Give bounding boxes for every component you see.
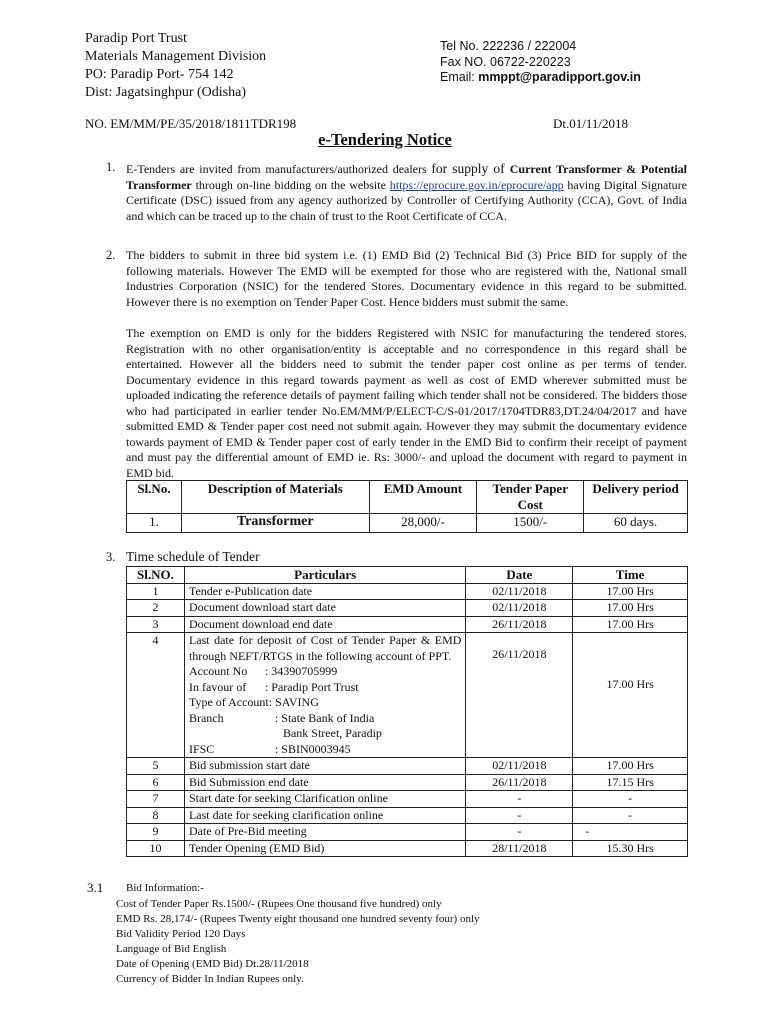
table-row <box>127 616 688 633</box>
bid-info-validity: Bid Validity Period 120 Days <box>116 928 246 940</box>
item-1-material: Current Transformer & Potential Transformer <box>126 162 688 192</box>
cell-particulars: Start date for seeking Clarification online <box>184 791 465 808</box>
fax-number: Fax NO. 06722-220223 <box>440 54 571 69</box>
item-2-number: 2. <box>106 248 116 262</box>
header-slno: Sl.No. <box>127 481 182 514</box>
cell-emd-amount: 28,000/- <box>369 514 477 533</box>
ifsc-code: : SBIN0003945 <box>274 741 351 756</box>
header-time: Time <box>573 567 688 584</box>
cell-date: 02/11/2018 <box>466 758 573 775</box>
cell-time: 17.15 Hrs <box>573 774 688 791</box>
table-row <box>127 758 688 775</box>
materials-table <box>126 480 688 533</box>
header-tender-paper-cost: Tender Paper Cost <box>477 481 584 514</box>
account-type-line <box>189 695 461 711</box>
item-1-text <box>126 161 687 224</box>
org-po: PO: Paradip Port- 754 142 <box>85 67 234 82</box>
header-delivery-period: Delivery period <box>584 481 688 514</box>
branch-address: Bank Street, Paradip <box>282 726 382 740</box>
account-number: : 34390705999 <box>264 664 338 678</box>
account-number-line <box>189 664 461 680</box>
bid-info-tender-cost: Cost of Tender Paper Rs.1500/- (Rupees One thousand five hundred) only <box>116 898 442 910</box>
cell-time: 17.00 Hrs <box>573 600 688 617</box>
cell-slno: 9 <box>127 824 185 841</box>
account-number-label: Account No <box>188 664 248 678</box>
email-label: Email: <box>440 70 479 84</box>
cell-description: Transformer <box>181 514 369 533</box>
table-row <box>127 791 688 808</box>
bid-info-language: Language of Bid English <box>116 943 227 955</box>
item-1-part4: having Digital Signature Certificate (DSC) issued from any agency authorized by Controller of Certifying Authority (CCA), Govt. of India and which can be traced up to the chain of trust to the Root Certificate of CCA. <box>126 177 688 223</box>
table-row <box>127 807 688 824</box>
table-row <box>127 824 688 841</box>
email-line <box>440 70 641 86</box>
item-3-number: 3. <box>106 550 116 564</box>
table-row <box>127 514 688 533</box>
cell-date: 02/11/2018 <box>466 583 573 600</box>
cell-time: - <box>573 807 688 824</box>
section-3-1-heading: Bid Information:- <box>126 882 204 894</box>
table-row <box>127 840 688 857</box>
email-address[interactable]: mmppt@paradipport.gov.in <box>478 70 641 84</box>
header-particulars: Particulars <box>184 567 465 584</box>
branch-line <box>189 711 461 727</box>
org-district: Dist: Jagatsinghpur (Odisha) <box>85 85 246 100</box>
item-2-para1: The bidders to submit in three bid system i.e. (1) EMD Bid (2) Technical Bid (3) Price BID for supply of the following materials. However The EMD will be exempted for those who are registered with the, National small Industries Corporation (NSIC) for the tendered Stores. Documentary evidence in this regard to be submitted. However there is no exemption on Tender Paper Cost. Hence bidders must submit the same. <box>126 248 687 309</box>
item-1-number: 1. <box>106 160 116 174</box>
reference-date: Dt.01/11/2018 <box>553 116 628 131</box>
item-1-part1: E-Tenders are invited from manufacturers/authorized dealers <box>126 162 432 176</box>
cell-date: - <box>466 807 573 824</box>
org-name: Paradip Port Trust <box>85 31 187 46</box>
eprocure-link[interactable]: https://eprocure.gov.in/eprocure/app <box>389 177 564 192</box>
cell-delivery-period: 60 days. <box>584 514 688 533</box>
org-division: Materials Management Division <box>85 49 267 64</box>
bid-info-currency: Currency of Bidder In Indian Rupees only. <box>116 973 304 985</box>
cell-slno: 5 <box>127 758 185 775</box>
header-date: Date <box>466 567 573 584</box>
tel-number: Tel No. 222236 / 222004 <box>440 39 577 53</box>
cell-time: 17.00 Hrs <box>573 583 688 600</box>
cell-slno: 3 <box>127 616 185 633</box>
item-3-heading: Time schedule of Tender <box>126 549 260 564</box>
cell-particulars-account <box>184 633 465 758</box>
page-title: e-Tendering Notice <box>318 130 452 149</box>
favour-value: : Paradip Port Trust <box>264 679 359 694</box>
cell-time: 17.00 Hrs <box>573 758 688 775</box>
item-2-para2: The exemption on EMD is only for the bidders Registered with NSIC for manufacturing the tendered stores. Registration with no other organisation/entity is acceptable and no correspondence in this regard shall be entertained. However all the bidders need to submit the tender paper cost online as per terms of tender. Documentary evidence in this regard towards payment as well as cost of EMD wherever submitted must be uploaded indicating the reference details of payment failing which tender shall not be considered. The bidders those who had participated in earlier tender No.EM/MM/P/ELECT-C/S-01/2017/1704TDR83,DT.24/04/2017 and have submitted EMD & Tender paper cost need not submit again. However they may submit the documentary evidence towards payment of EMD & Tender paper cost of early tender in the EMD Bid to confirm their receipt of payment and must pay the differential amount of EMD ie. Rs: 3000/- and upload the document with regard to payment in EMD bid. <box>126 326 687 480</box>
cell-particulars: Date of Pre-Bid meeting <box>184 824 465 841</box>
cell-slno: 7 <box>127 791 185 808</box>
account-intro: Last date for deposit of Cost of Tender Paper & EMD through NEFT/RTGS in the following account of PPT. <box>188 633 462 663</box>
contact-block <box>440 39 641 86</box>
reference-number: NO. EM/MM/PE/35/2018/1811TDR198 <box>85 116 297 131</box>
branch-label: Branch <box>188 710 224 725</box>
cell-particulars: Tender e-Publication date <box>184 583 465 600</box>
cell-date: 26/11/2018 <box>466 616 573 633</box>
cell-slno: 8 <box>127 807 185 824</box>
table-row <box>127 600 688 617</box>
cell-slno: 6 <box>127 774 185 791</box>
account-type: SAVING <box>272 695 319 709</box>
cell-slno: 10 <box>127 840 185 857</box>
account-type-label: Type of Account: <box>188 695 273 709</box>
table-row <box>127 583 688 600</box>
ifsc-line <box>189 742 461 758</box>
header-emd-amount: EMD Amount <box>369 481 477 514</box>
cell-date: - <box>466 824 573 841</box>
cell-particulars: Document download start date <box>184 600 465 617</box>
cell-particulars: Document download end date <box>184 616 465 633</box>
cell-particulars: Last date for seeking clarification online <box>184 807 465 824</box>
cell-slno: 2 <box>127 600 185 617</box>
cell-time: - <box>573 824 688 841</box>
table-row <box>127 774 688 791</box>
item-1-part3: through on-line bidding on the website <box>191 177 390 192</box>
favour-line <box>189 680 461 696</box>
favour-label: In favour of <box>188 679 247 694</box>
schedule-header-row <box>127 567 688 584</box>
cell-date: 28/11/2018 <box>466 840 573 857</box>
bid-information-list <box>116 897 480 987</box>
cell-particulars: Tender Opening (EMD Bid) <box>184 840 465 857</box>
cell-date: 26/11/2018 <box>466 633 573 758</box>
header-description: Description of Materials <box>181 481 369 514</box>
section-3-1-number: 3.1 <box>87 880 104 895</box>
bid-info-opening-date: Date of Opening (EMD Bid) Dt.28/11/2018 <box>116 958 309 970</box>
cell-particulars: Bid Submission end date <box>184 774 465 791</box>
cell-time: 15.30 Hrs <box>573 840 688 857</box>
materials-header-row <box>127 481 688 514</box>
organization-address <box>85 30 266 102</box>
cell-date: - <box>466 791 573 808</box>
item-1-part2: for supply of <box>431 161 510 176</box>
cell-slno: 4 <box>127 633 185 758</box>
cell-date: 26/11/2018 <box>466 774 573 791</box>
cell-time: 17.00 Hrs <box>573 633 688 758</box>
cell-time: - <box>573 791 688 808</box>
cell-slno: 1. <box>127 514 182 533</box>
cell-slno: 1 <box>127 583 185 600</box>
bid-info-emd: EMD Rs. 28,174/- (Rupees Twenty eight thousand one hundred seventy four) only <box>116 913 480 925</box>
cell-particulars: Bid submission start date <box>184 758 465 775</box>
cell-date: 02/11/2018 <box>466 600 573 617</box>
branch-value: : State Bank of India <box>274 710 375 725</box>
cell-tender-paper-cost: 1500/- <box>477 514 584 533</box>
table-row <box>127 633 688 758</box>
cell-time: 17.00 Hrs <box>573 616 688 633</box>
ifsc-label: IFSC <box>188 741 215 756</box>
header-slno: Sl.NO. <box>127 567 185 584</box>
schedule-table <box>126 566 688 857</box>
